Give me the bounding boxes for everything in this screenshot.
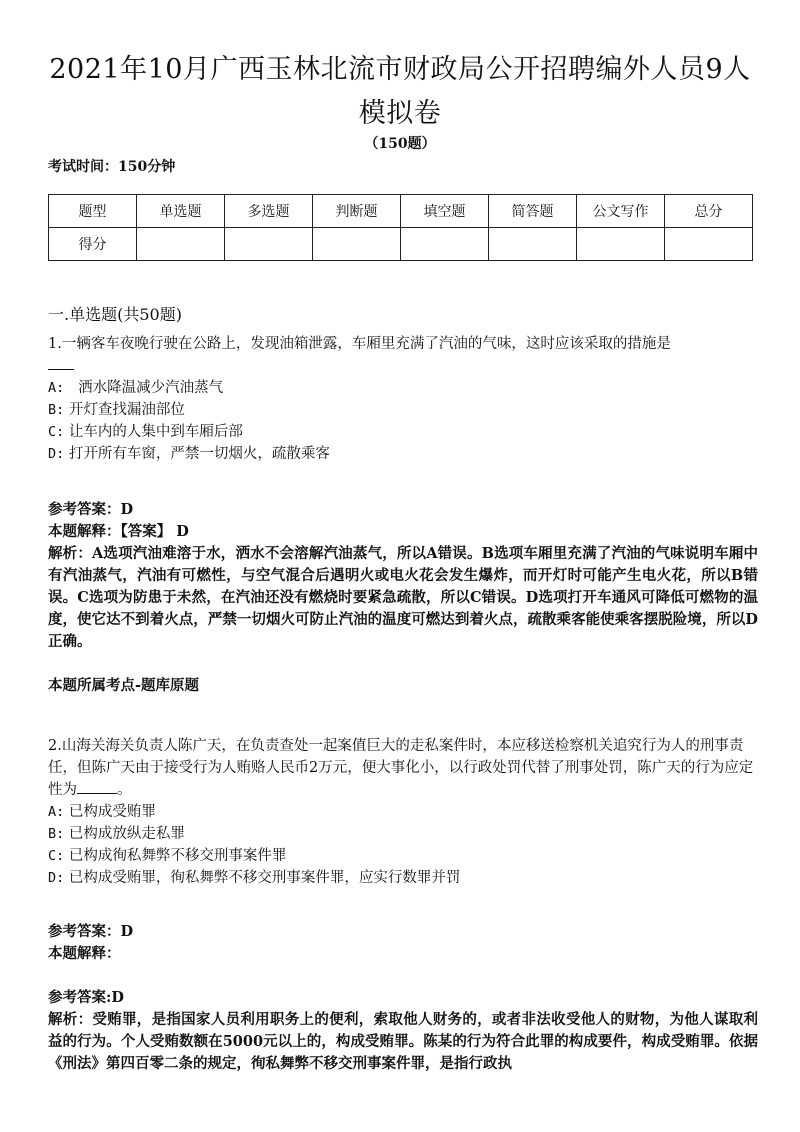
option-text: 已构成放纵走私罪: [68, 826, 185, 842]
score-header-cell: 单选题: [137, 195, 225, 228]
option-d: [48, 867, 758, 889]
score-header-cell: 多选题: [225, 195, 313, 228]
reference-answer: 参考答案：D: [48, 501, 134, 518]
option-label: D:: [48, 446, 65, 462]
option-text: 已构成受贿罪，徇私舞弊不移交刑事案件罪，应实行数罪并罚: [68, 870, 461, 886]
option-label: B:: [48, 826, 65, 842]
exam-time: 考试时间：150分钟: [48, 159, 176, 175]
explanation-text: 解析：A选项汽油难溶于水，洒水不会溶解汽油蒸气，所以A错误。B选项车厢里充满了汽油的气味说明车厢中有汽油蒸气，汽油有可燃性，与空气混合后遇明火或电火花会发生爆炸，而开灯时可能产生电火花，所以B错误。C选项为防患于未然，在汽油还没有燃烧时要紧急疏散，所以C错误。D选项打开车通风可降低可燃物的温度，使它达不到着火点，严禁一切烟火可防止汽油的温度可燃达到着火点，疏散乘客能使乘客摆脱险境，所以D正确。: [48, 545, 758, 650]
option-label: C:: [48, 848, 65, 864]
question-stem: [48, 735, 758, 801]
question-2: [48, 735, 758, 889]
score-row-label: 得分: [49, 228, 137, 261]
document-title: 2021年10月广西玉林北流市财政局公开招聘编外人员9人模拟卷: [49, 54, 751, 129]
score-header-cell: 简答题: [489, 195, 577, 228]
option-label: A:: [48, 804, 65, 820]
score-header-cell: 公文写作: [577, 195, 665, 228]
score-header-cell: 总分: [665, 195, 753, 228]
question-source: 本题所属考点-题库原题: [48, 677, 200, 694]
option-label: A:: [48, 380, 65, 396]
question-stem: [48, 333, 758, 355]
score-table-header-row: [49, 195, 753, 228]
option-a: [48, 377, 758, 399]
question-1: [48, 333, 758, 465]
option-d: [48, 443, 758, 465]
answer-block-2: [48, 921, 758, 1075]
score-table: [48, 194, 753, 261]
score-header-cell: 填空题: [401, 195, 489, 228]
option-label: C:: [48, 424, 65, 440]
question-stem-end: 。: [117, 782, 132, 798]
score-cell: [313, 228, 401, 261]
option-b: [48, 399, 758, 421]
score-cell: [489, 228, 577, 261]
score-cell: [665, 228, 753, 261]
section-title: 一.单选题(共50题): [48, 305, 182, 324]
option-c: [48, 845, 758, 867]
score-cell: [577, 228, 665, 261]
reference-answer: 参考答案：D: [48, 923, 134, 940]
score-header-cell: 题型: [49, 195, 137, 228]
score-table-score-row: [49, 228, 753, 261]
option-text: 开灯查找漏油部位: [68, 402, 185, 418]
option-label: D:: [48, 870, 65, 886]
option-text: 已构成徇私舞弊不移交刑事案件罪: [68, 848, 287, 864]
explanation-heading: 本题解释：【答案】 D: [48, 523, 189, 540]
explanation-heading: 本题解释：: [48, 945, 121, 962]
score-header-cell: 判断题: [313, 195, 401, 228]
question-stem-text: 2.山海关海关负责人陈广天，在负责查处一起案值巨大的走私案件时，本应移送检察机关追究行为人的刑事责任，但陈广天由于接受行为人贿赂人民币2万元，便大事化小，以行政处罚代替了刑事处罚，陈广天的行为应定性为: [48, 738, 754, 798]
option-text: 已构成受贿罪: [68, 804, 156, 820]
answer-block-1: [48, 499, 758, 697]
option-a: [48, 801, 758, 823]
option-text: 让车内的人集中到车厢后部: [68, 424, 243, 440]
question-stem-text: 1.一辆客车夜晚行驶在公路上，发现油箱泄露，车厢里充满了汽油的气味，这时应该采取的措施是: [48, 336, 671, 352]
option-text: 洒水降温减少汽油蒸气: [78, 380, 224, 396]
reference-answer-2: 参考答案:D: [48, 989, 124, 1006]
option-label: B:: [48, 402, 65, 418]
option-c: [48, 421, 758, 443]
answer-blank: [48, 355, 758, 377]
score-cell: [225, 228, 313, 261]
question-count: （150题）: [364, 136, 436, 152]
score-cell: [401, 228, 489, 261]
option-text: 打开所有车窗，严禁一切烟火，疏散乘客: [68, 446, 330, 462]
explanation-text: 解析：受贿罪，是指国家人员利用职务上的便利，索取他人财务的，或者非法收受他人的财物，为他人谋取利益的行为。个人受贿数额在5000元以上的，构成受贿罪。陈某的行为符合此罪的构成要件，构成受贿罪。依据《刑法》第四百零二条的规定，徇私舞弊不移交刑事案件罪，是指行政执: [48, 1011, 758, 1072]
score-cell: [137, 228, 225, 261]
option-b: [48, 823, 758, 845]
